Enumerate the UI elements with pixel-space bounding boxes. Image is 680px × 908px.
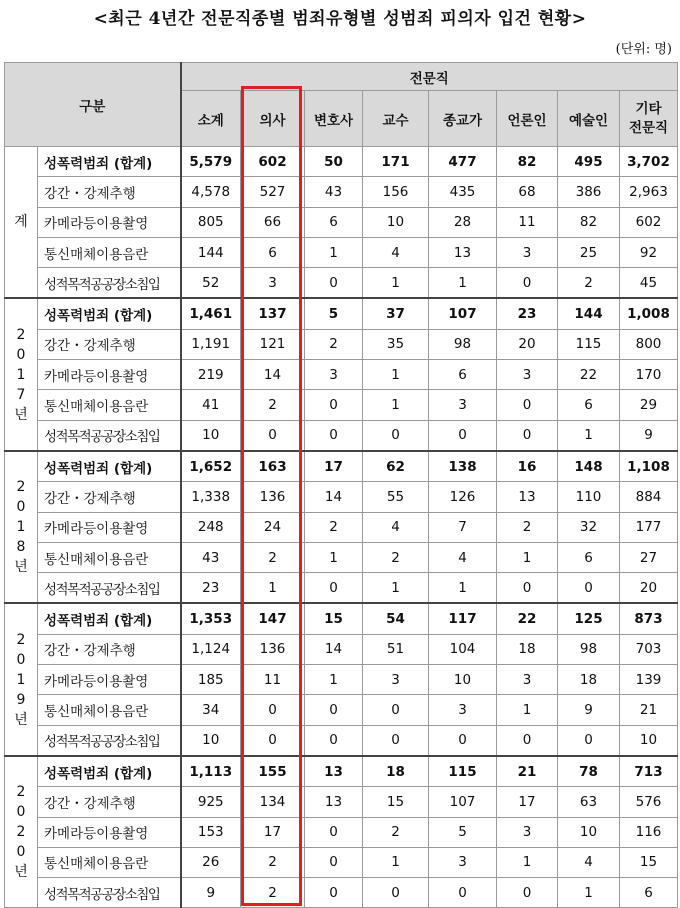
value-cell: 1 — [363, 390, 429, 420]
value-cell: 34 — [181, 695, 241, 725]
group-label: 2 0 2 0 년 — [5, 756, 38, 908]
value-cell: 1 — [429, 573, 497, 604]
value-cell: 136 — [241, 482, 305, 512]
value-cell: 35 — [363, 329, 429, 359]
crime-type-cell: 통신매체이용음란 — [38, 695, 181, 725]
value-cell: 6 — [429, 360, 497, 390]
value-cell: 18 — [497, 634, 558, 664]
value-cell: 1 — [363, 360, 429, 390]
value-cell: 136 — [241, 634, 305, 664]
value-cell: 1,191 — [181, 329, 241, 359]
value-cell: 3 — [429, 847, 497, 877]
table-row — [5, 756, 678, 787]
crime-stats-table — [4, 62, 678, 908]
value-cell: 1 — [363, 573, 429, 604]
value-cell: 1 — [429, 268, 497, 299]
value-cell: 121 — [241, 329, 305, 359]
value-cell: 0 — [305, 695, 363, 725]
value-cell: 925 — [181, 787, 241, 817]
crime-type-cell: 성적목적공공장소침입 — [38, 420, 181, 451]
value-cell: 153 — [181, 817, 241, 847]
value-cell: 138 — [429, 451, 497, 482]
value-cell: 23 — [181, 573, 241, 604]
header-group: 전문직 — [181, 63, 678, 91]
table-row — [5, 207, 678, 237]
value-cell: 17 — [241, 817, 305, 847]
value-cell: 3 — [429, 695, 497, 725]
crime-type-cell: 카메라등이용촬영 — [38, 817, 181, 847]
crime-type-cell: 강간・강제추행 — [38, 329, 181, 359]
value-cell: 82 — [558, 207, 620, 237]
value-cell: 0 — [497, 268, 558, 299]
value-cell: 78 — [558, 756, 620, 787]
value-cell: 0 — [363, 878, 429, 908]
value-cell: 0 — [497, 420, 558, 451]
value-cell: 0 — [429, 878, 497, 908]
value-cell: 703 — [620, 634, 678, 664]
crime-type-cell: 성적목적공공장소침입 — [38, 878, 181, 908]
value-cell: 0 — [305, 725, 363, 756]
table-row — [5, 634, 678, 664]
value-cell: 117 — [429, 603, 497, 634]
value-cell: 6 — [241, 237, 305, 267]
value-cell: 29 — [620, 390, 678, 420]
value-cell: 1,461 — [181, 298, 241, 329]
value-cell: 26 — [181, 847, 241, 877]
value-cell: 1,108 — [620, 451, 678, 482]
value-cell: 6 — [558, 390, 620, 420]
value-cell: 2 — [558, 268, 620, 299]
value-cell: 37 — [363, 298, 429, 329]
value-cell: 2 — [241, 390, 305, 420]
crime-type-cell: 강간・강제추행 — [38, 482, 181, 512]
value-cell: 1,338 — [181, 482, 241, 512]
value-cell: 0 — [305, 420, 363, 451]
value-cell: 713 — [620, 756, 678, 787]
value-cell: 3 — [497, 665, 558, 695]
value-cell: 41 — [181, 390, 241, 420]
value-cell: 17 — [497, 787, 558, 817]
value-cell: 177 — [620, 512, 678, 542]
value-cell: 62 — [363, 451, 429, 482]
value-cell: 10 — [181, 725, 241, 756]
value-cell: 1 — [497, 695, 558, 725]
value-cell: 884 — [620, 482, 678, 512]
value-cell: 107 — [429, 298, 497, 329]
table-row — [5, 725, 678, 756]
value-cell: 20 — [620, 573, 678, 604]
value-cell: 20 — [497, 329, 558, 359]
value-cell: 14 — [241, 360, 305, 390]
value-cell: 2 — [241, 542, 305, 572]
value-cell: 104 — [429, 634, 497, 664]
value-cell: 43 — [181, 542, 241, 572]
value-cell: 4 — [558, 847, 620, 877]
value-cell: 15 — [363, 787, 429, 817]
value-cell: 134 — [241, 787, 305, 817]
value-cell: 148 — [558, 451, 620, 482]
value-cell: 6 — [305, 207, 363, 237]
value-cell: 219 — [181, 360, 241, 390]
value-cell: 2 — [363, 542, 429, 572]
value-cell: 4,578 — [181, 177, 241, 207]
value-cell: 50 — [305, 147, 363, 177]
value-cell: 1 — [305, 665, 363, 695]
header-col-other-line1: 기타 — [635, 100, 662, 117]
value-cell: 0 — [363, 695, 429, 725]
value-cell: 147 — [241, 603, 305, 634]
value-cell: 24 — [241, 512, 305, 542]
header-col-other-line2: 전문직 — [628, 119, 669, 136]
value-cell: 9 — [558, 695, 620, 725]
value-cell: 873 — [620, 603, 678, 634]
value-cell: 14 — [305, 482, 363, 512]
value-cell: 4 — [363, 237, 429, 267]
value-cell: 16 — [497, 451, 558, 482]
value-cell: 3,702 — [620, 147, 678, 177]
value-cell: 0 — [497, 390, 558, 420]
value-cell: 45 — [620, 268, 678, 299]
value-cell: 1,124 — [181, 634, 241, 664]
header-col-journalist: 언론인 — [497, 91, 558, 147]
value-cell: 2 — [363, 817, 429, 847]
value-cell: 1,113 — [181, 756, 241, 787]
crime-type-cell: 통신매체이용음란 — [38, 542, 181, 572]
value-cell: 1 — [305, 237, 363, 267]
group-label: 2 0 1 7 년 — [5, 298, 38, 450]
value-cell: 3 — [497, 817, 558, 847]
value-cell: 3 — [497, 237, 558, 267]
value-cell: 0 — [305, 573, 363, 604]
value-cell: 21 — [497, 756, 558, 787]
value-cell: 1 — [558, 878, 620, 908]
value-cell: 13 — [497, 482, 558, 512]
value-cell: 23 — [497, 298, 558, 329]
table-row — [5, 177, 678, 207]
value-cell: 15 — [620, 847, 678, 877]
value-cell: 0 — [241, 695, 305, 725]
value-cell: 171 — [363, 147, 429, 177]
value-cell: 13 — [305, 756, 363, 787]
value-cell: 68 — [497, 177, 558, 207]
crime-type-cell: 성폭력범죄 (합계) — [38, 603, 181, 634]
value-cell: 0 — [305, 390, 363, 420]
value-cell: 2 — [241, 878, 305, 908]
crime-type-cell: 카메라등이용촬영 — [38, 207, 181, 237]
header-col-artist: 예술인 — [558, 91, 620, 147]
value-cell: 1 — [241, 573, 305, 604]
value-cell: 1,008 — [620, 298, 678, 329]
value-cell: 125 — [558, 603, 620, 634]
value-cell: 52 — [181, 268, 241, 299]
value-cell: 0 — [363, 420, 429, 451]
value-cell: 115 — [429, 756, 497, 787]
group-label: 계 — [5, 147, 38, 299]
crime-type-cell: 강간・강제추행 — [38, 634, 181, 664]
value-cell: 3 — [241, 268, 305, 299]
value-cell: 22 — [558, 360, 620, 390]
value-cell: 602 — [241, 147, 305, 177]
value-cell: 805 — [181, 207, 241, 237]
value-cell: 0 — [429, 420, 497, 451]
header-col-subtotal: 소계 — [181, 91, 241, 147]
value-cell: 0 — [497, 725, 558, 756]
value-cell: 9 — [620, 420, 678, 451]
value-cell: 576 — [620, 787, 678, 817]
crime-type-cell: 카메라등이용촬영 — [38, 665, 181, 695]
value-cell: 92 — [620, 237, 678, 267]
value-cell: 0 — [241, 420, 305, 451]
crime-type-cell: 성폭력범죄 (합계) — [38, 451, 181, 482]
value-cell: 163 — [241, 451, 305, 482]
crime-type-cell: 통신매체이용음란 — [38, 390, 181, 420]
value-cell: 2,963 — [620, 177, 678, 207]
table-row — [5, 817, 678, 847]
value-cell: 10 — [363, 207, 429, 237]
table-row — [5, 147, 678, 177]
value-cell: 248 — [181, 512, 241, 542]
header-col-professor: 교수 — [363, 91, 429, 147]
header-col-lawyer: 변호사 — [305, 91, 363, 147]
table-body — [5, 147, 678, 908]
value-cell: 5,579 — [181, 147, 241, 177]
value-cell: 54 — [363, 603, 429, 634]
crime-type-cell: 강간・강제추행 — [38, 177, 181, 207]
value-cell: 28 — [429, 207, 497, 237]
value-cell: 5 — [305, 298, 363, 329]
value-cell: 66 — [241, 207, 305, 237]
value-cell: 13 — [305, 787, 363, 817]
value-cell: 1 — [305, 542, 363, 572]
table-row — [5, 298, 678, 329]
value-cell: 3 — [363, 665, 429, 695]
value-cell: 1 — [497, 542, 558, 572]
value-cell: 98 — [558, 634, 620, 664]
value-cell: 1 — [363, 847, 429, 877]
value-cell: 15 — [305, 603, 363, 634]
group-label: 2 0 1 9 년 — [5, 603, 38, 755]
value-cell: 170 — [620, 360, 678, 390]
table-row — [5, 695, 678, 725]
crime-type-cell: 강간・강제추행 — [38, 787, 181, 817]
header-col-doctor: 의사 — [241, 91, 305, 147]
group-label: 2 0 1 8 년 — [5, 451, 38, 603]
value-cell: 2 — [305, 329, 363, 359]
value-cell: 115 — [558, 329, 620, 359]
value-cell: 0 — [241, 725, 305, 756]
value-cell: 43 — [305, 177, 363, 207]
value-cell: 435 — [429, 177, 497, 207]
value-cell: 25 — [558, 237, 620, 267]
value-cell: 2 — [497, 512, 558, 542]
value-cell: 10 — [558, 817, 620, 847]
table-row — [5, 360, 678, 390]
crime-type-cell: 성적목적공공장소침입 — [38, 725, 181, 756]
value-cell: 477 — [429, 147, 497, 177]
value-cell: 185 — [181, 665, 241, 695]
value-cell: 495 — [558, 147, 620, 177]
value-cell: 0 — [497, 573, 558, 604]
value-cell: 18 — [363, 756, 429, 787]
header-col-clergy: 종교가 — [429, 91, 497, 147]
value-cell: 1 — [558, 420, 620, 451]
crime-type-cell: 카메라등이용촬영 — [38, 360, 181, 390]
value-cell: 9 — [181, 878, 241, 908]
value-cell: 98 — [429, 329, 497, 359]
crime-type-cell: 성폭력범죄 (합계) — [38, 298, 181, 329]
table-row — [5, 451, 678, 482]
value-cell: 82 — [497, 147, 558, 177]
value-cell: 32 — [558, 512, 620, 542]
value-cell: 10 — [181, 420, 241, 451]
crime-type-cell: 통신매체이용음란 — [38, 847, 181, 877]
value-cell: 5 — [429, 817, 497, 847]
value-cell: 155 — [241, 756, 305, 787]
value-cell: 144 — [181, 237, 241, 267]
value-cell: 1 — [497, 847, 558, 877]
value-cell: 144 — [558, 298, 620, 329]
value-cell: 13 — [429, 237, 497, 267]
crime-type-cell: 카메라등이용촬영 — [38, 512, 181, 542]
value-cell: 11 — [241, 665, 305, 695]
value-cell: 0 — [305, 847, 363, 877]
table-row — [5, 542, 678, 572]
table-row — [5, 665, 678, 695]
table-row — [5, 482, 678, 512]
value-cell: 0 — [429, 725, 497, 756]
table-row — [5, 603, 678, 634]
value-cell: 1 — [363, 268, 429, 299]
value-cell: 6 — [558, 542, 620, 572]
value-cell: 2 — [241, 847, 305, 877]
value-cell: 2 — [305, 512, 363, 542]
crime-type-cell: 성적목적공공장소침입 — [38, 573, 181, 604]
table-row — [5, 787, 678, 817]
value-cell: 116 — [620, 817, 678, 847]
value-cell: 11 — [497, 207, 558, 237]
value-cell: 137 — [241, 298, 305, 329]
header-category: 구분 — [5, 63, 181, 147]
value-cell: 63 — [558, 787, 620, 817]
value-cell: 107 — [429, 787, 497, 817]
value-cell: 3 — [305, 360, 363, 390]
value-cell: 17 — [305, 451, 363, 482]
value-cell: 0 — [363, 725, 429, 756]
table-row — [5, 329, 678, 359]
value-cell: 18 — [558, 665, 620, 695]
value-cell: 386 — [558, 177, 620, 207]
value-cell: 3 — [429, 390, 497, 420]
crime-type-cell: 성적목적공공장소침입 — [38, 268, 181, 299]
table-row — [5, 573, 678, 604]
value-cell: 139 — [620, 665, 678, 695]
table-row — [5, 237, 678, 267]
value-cell: 3 — [497, 360, 558, 390]
value-cell: 602 — [620, 207, 678, 237]
table-row — [5, 390, 678, 420]
value-cell: 1,652 — [181, 451, 241, 482]
value-cell: 51 — [363, 634, 429, 664]
value-cell: 4 — [363, 512, 429, 542]
value-cell: 527 — [241, 177, 305, 207]
value-cell: 22 — [497, 603, 558, 634]
value-cell: 126 — [429, 482, 497, 512]
crime-type-cell: 통신매체이용음란 — [38, 237, 181, 267]
value-cell: 156 — [363, 177, 429, 207]
value-cell: 0 — [497, 878, 558, 908]
value-cell: 0 — [558, 725, 620, 756]
value-cell: 4 — [429, 542, 497, 572]
table-row — [5, 268, 678, 299]
value-cell: 10 — [620, 725, 678, 756]
crime-type-cell: 성폭력범죄 (합계) — [38, 147, 181, 177]
value-cell: 800 — [620, 329, 678, 359]
unit-label: (단위: 명) — [615, 42, 672, 57]
value-cell: 27 — [620, 542, 678, 572]
table-row — [5, 847, 678, 877]
value-cell: 0 — [305, 878, 363, 908]
value-cell: 0 — [305, 268, 363, 299]
table-title: <최근 4년간 전문직종별 범죄유형별 성범죄 피의자 입건 현황> — [93, 9, 587, 29]
value-cell: 0 — [558, 573, 620, 604]
value-cell: 55 — [363, 482, 429, 512]
value-cell: 21 — [620, 695, 678, 725]
table-row — [5, 420, 678, 451]
value-cell: 1,353 — [181, 603, 241, 634]
value-cell: 110 — [558, 482, 620, 512]
value-cell: 6 — [620, 878, 678, 908]
value-cell: 0 — [305, 817, 363, 847]
table-row — [5, 512, 678, 542]
value-cell: 14 — [305, 634, 363, 664]
header-col-other — [620, 91, 678, 147]
table-row — [5, 878, 678, 908]
value-cell: 7 — [429, 512, 497, 542]
value-cell: 10 — [429, 665, 497, 695]
crime-type-cell: 성폭력범죄 (합계) — [38, 756, 181, 787]
